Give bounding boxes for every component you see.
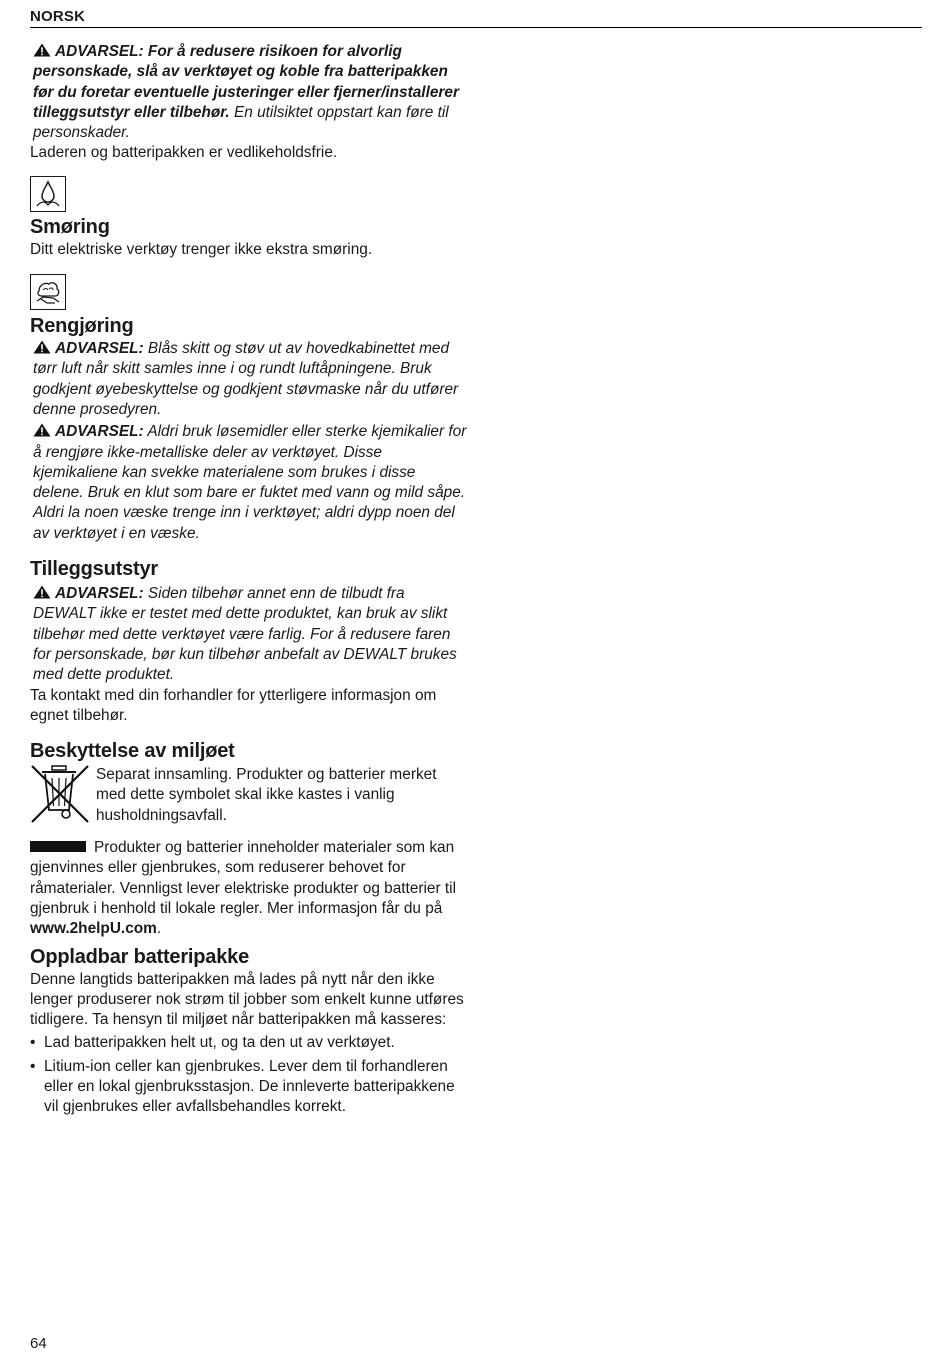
warning-triangle-icon [33, 340, 51, 354]
language-header: NORSK [30, 8, 922, 28]
recycle-text-block [30, 838, 468, 939]
warning-triangle-icon [33, 585, 51, 599]
help-url-link[interactable]: www.2helpU.com [30, 920, 157, 938]
main-column [30, 42, 468, 1118]
warning-lead: ADVARSEL: [55, 423, 144, 441]
accessories-heading: Tilleggsutstyr [30, 558, 158, 581]
battery-bullet-list [30, 1033, 468, 1117]
cleaning-warning-2 [30, 422, 468, 544]
accessories-contact-text: Ta kontakt med din forhandler for ytterligere informasjon om egnet tilbehør. [30, 686, 437, 724]
maintenance-free-text: Laderen og batteripakken er vedlikeholdsfrie. [30, 144, 338, 162]
oil-drop-icon [30, 176, 66, 212]
intro-warning-rest: En utilsiktet oppstart kan føre til personskader. [33, 103, 449, 142]
warning-triangle-icon [33, 423, 51, 437]
separate-collection-row [30, 764, 468, 826]
cleaning-warning-1-text: Blås skitt og støv ut av hovedkabinettet med tørr luft når skitt samles inne i og rundt luftåpningene. Bruk godkjent øyebeskyttelse og godkjent støvmaske når du utfører denne prosedyren. [33, 340, 459, 418]
lubrication-text: Ditt elektriske verktøy trenger ikke ekstra smøring. [30, 240, 373, 258]
list-item: • Lad batteripakken helt ut, og ta den ut av verktøyet. [30, 1033, 468, 1053]
recycle-text: Produkter og batterier inneholder materialer som kan gjenvinnes eller gjenbrukes, som reduserer behovet for råmaterialer. Vennligst lever elektriske produkter og batterier til gjenbruk i henhold til lokale regler. Mer informasjon får du på [30, 839, 457, 917]
page-number: 64 [30, 1335, 47, 1352]
intro-warning [30, 42, 468, 143]
warning-triangle-icon [33, 43, 51, 57]
url-suffix: . [156, 920, 162, 938]
crossed-out-bin-icon [30, 764, 90, 824]
lubrication-heading: Smøring [30, 215, 110, 238]
environment-heading: Beskyttelse av miljøet [30, 740, 235, 763]
cleaning-warning-2-text: Aldri bruk løsemidler eller sterke kjemikalier for å rengjøre ikke-metalliske deler av verktøyet. Disse kjemikaliene kan svekke materialene som brukes i disse delene. Bruk en klut som bare er fuktet med vann og mild såpe. Aldri la noen væske trenge inn i verktøyet; aldri dypp noen del av verktøyet i en væske. [33, 423, 467, 542]
accessories-warning-text: Siden tilbehør annet enn de tilbudt fra DEWALT ikke er testet med dette produktet, kan bruk av slikt tilbehør med dette verktøyet være farlig. For å redusere faren for personskade, bør kun tilbehør anbefalt av DEWALT brukes med dette produktet. [33, 585, 457, 684]
separator-bar [30, 841, 86, 852]
cleaning-hand-icon [30, 274, 66, 310]
accessories-warning [30, 584, 468, 685]
separate-collection-text: Separat innsamling. Produkter og batterier merket med dette symbolet skal ikke kastes i vanlig husholdningsavfall. [96, 766, 437, 824]
warning-lead: ADVARSEL: [55, 585, 144, 603]
intro-warning-bold: ADVARSEL: For å redusere risikoen for alvorlig personskade, slå av verktøyet og koble fra batteripakken før du foretar eventuelle justeringer eller fjerner/installerer tilleggsutstyr eller tilbehør. [33, 43, 459, 121]
cleaning-heading: Rengjøring [30, 315, 134, 338]
cleaning-warning-1 [30, 339, 468, 420]
list-item: • Litium-ion celler kan gjenbrukes. Lever dem til forhandleren eller en lokal gjenbruksstasjon. De innleverte batteripakkene vil gjenbrukes eller avfallsbehandles korrekt. [30, 1057, 468, 1118]
warning-lead: ADVARSEL: [55, 340, 144, 358]
battery-heading: Oppladbar batteripakke [30, 945, 249, 968]
battery-text: Denne langtids batteripakken må lades på nytt når den ikke lenger produserer nok strøm til jobber som enkelt kunne utføres tidligere. Ta hensyn til miljøet når batteripakken må kasseres: [30, 970, 464, 1029]
